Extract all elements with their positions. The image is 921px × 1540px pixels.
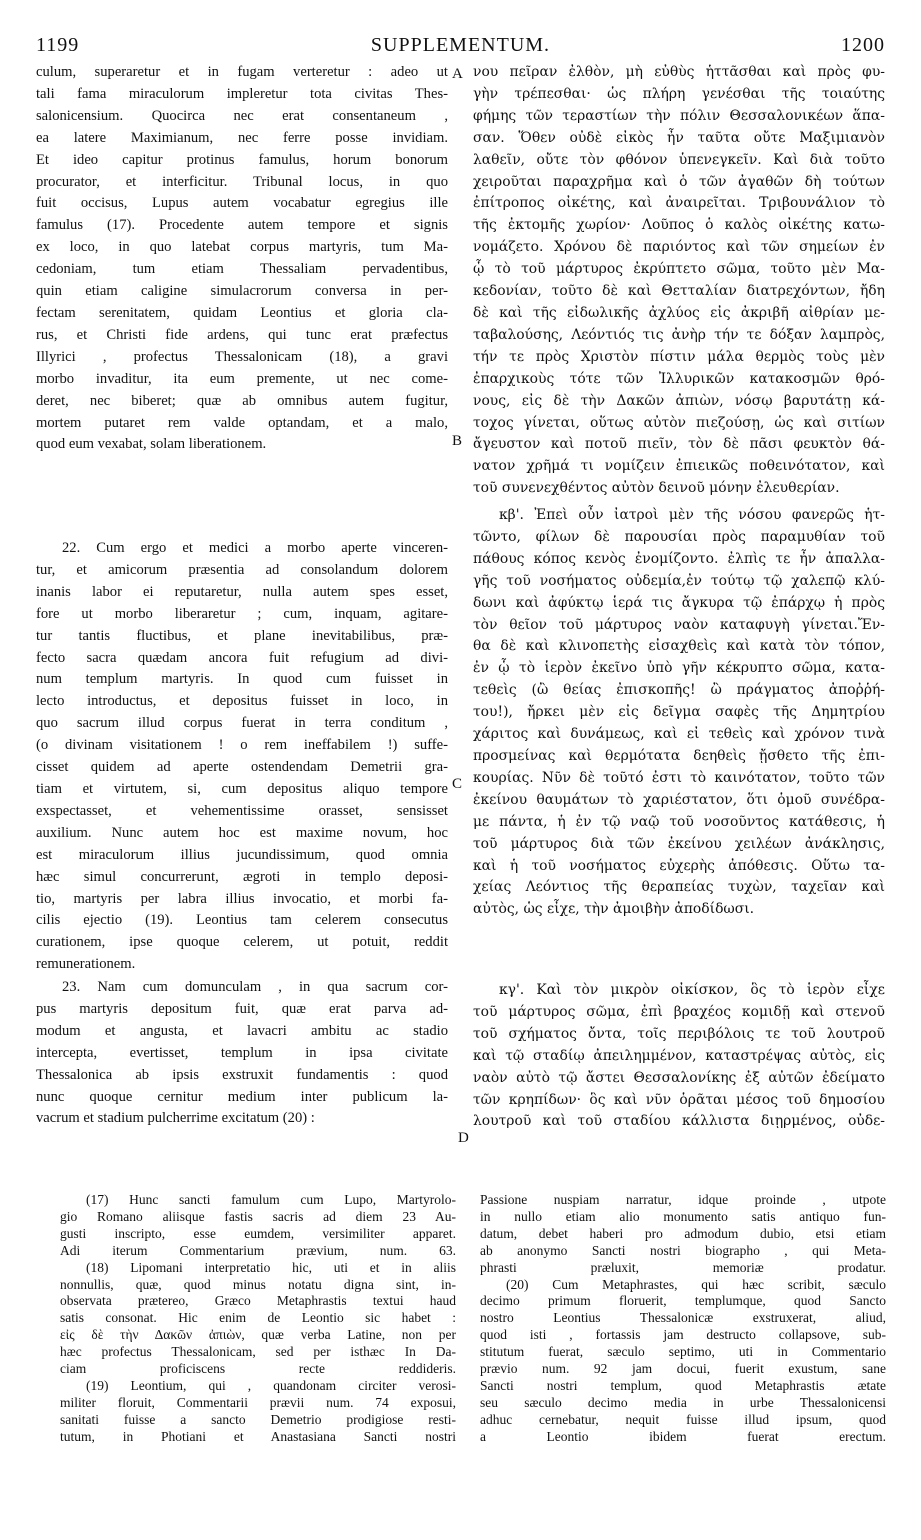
text-line: τήν τε πρὸς Χριστὸν πίστιν μάλα θερμὸς τοὺς μὲν <box>473 348 885 365</box>
text-line: deret, nec biberet; quæ ab omnibus autem fugitur, <box>36 392 448 409</box>
text-line: procurator, et interficitur. Tribunal locus, in quo <box>36 173 448 190</box>
text-line: χείας Λεόντιος τῆς θεραπείας τυχὼν, ταχεῖαν καὶ <box>473 879 885 896</box>
text-line: προσμείνας καὶ θερμότατα δεηθεὶς ᾔσθετο τῆς ἐπι- <box>473 747 885 764</box>
text-line: θα δὲ καὶ κλινοπετὴς εἰσαχθεὶς καὶ κατὰ τὸν τόπον, <box>473 638 885 655</box>
text-line: ἐπίτροπος οἰκέτης, καὶ ἀναιρεῖται. Τριβουνάλιον τὸ <box>473 195 885 212</box>
text-line: λουτροῦ καὶ τοῦ σταδίου κάλλιστα διῃρμένος, οὐδε- <box>473 1113 885 1130</box>
text-line: modum et angusta, et lavacri ambitu ac stadio <box>36 1022 448 1039</box>
text-line: ἐν ᾧ τὸ ἱερὸν ἐκεῖνο ὑπὸ γῆν κέκρυπτο σῶμα, κατα- <box>473 660 885 677</box>
text-line: τοῦ συνενεχθέντος αὐτὸν δεινοῦ μόνην ἐλευθερίαν. <box>473 480 840 497</box>
text-line: τῶντο, φίλων δὲ παρουσίαι πρὸς παραμυθίαν τοῦ <box>473 528 885 545</box>
text-line: Thessalonica ab ipsis exstruxit fundamentis : quod <box>36 1066 448 1083</box>
footnotes-left <box>60 1192 456 1446</box>
text-line: tur tantis fluctibus, et plane inevitabilibus, præ- <box>36 627 448 644</box>
text-line: morbo invaditur, ita eum premente, ut nec come- <box>36 370 448 387</box>
text-line: (o divinam visitationem ! o rem ineffabilem !) suffe- <box>36 737 448 754</box>
text-line: τοχος γίνεται, οὕτως αὐτὸν πιεζούσῃ, ὡς καὶ σιτίων <box>473 414 885 431</box>
footnote-line: quod isti , fortassis jam destructo collapsove, sub- <box>480 1327 886 1343</box>
text-line: auxilium. Nunc autem hoc est maxime novum, hoc <box>36 824 448 841</box>
text-line: ἐκείνου θαυμάτων τὸ χαριέστατον, ὅτι ὁμοῦ συνέδρα- <box>473 791 885 808</box>
footnote-line: satis consonat. Hic enim de Leontio sic habet : <box>60 1310 456 1326</box>
text-line: 23. Nam cum domunculam , in qua sacrum cor- <box>62 979 448 995</box>
footnote-line: ab anonymo Sancti nostri biographo , qui Meta- <box>480 1242 886 1258</box>
latin-paragraph-23 <box>36 977 448 1130</box>
footnote-line: in nullo etiam alio monumento satis antiquo fun- <box>480 1208 886 1224</box>
footnote-line: Adi iterum Commentarium prævium, num. 63. <box>60 1242 456 1258</box>
text-line: χειροῦται παραχρῆμα καὶ ὁ τῶν ἀγαθῶν δὴ τούτων <box>473 173 885 190</box>
text-line: τοῦ μάρτυρος διὰ τῶν ἐκείνου χειλέων ἀνάκλησις, <box>473 835 885 852</box>
text-line: τοῦ σχήματος ὄντα, τοῖς περιβόλοις τε τοῦ λουτροῦ <box>473 1025 885 1042</box>
text-line: rus, et Christi fide ardens, qui tunc erat præfectus <box>36 326 448 343</box>
text-line: τῶν κρηπίδων· ὃς καὶ νῦν ὁρᾶται μέσος τοῦ δημοσίου <box>473 1091 885 1108</box>
footnote-line: nonnullis, quæ, quod minus notatu digna sint, in- <box>60 1276 456 1292</box>
text-line: nunc quoque cernitur medium inter publicum la- <box>36 1088 448 1105</box>
text-line: tio, martyris per labra illius invocatio, et morbi fa- <box>36 890 448 907</box>
text-line: νατον χρῆμά τι νομίζειν ἐπιεικῶς ποθεινότατον, καὶ <box>473 458 885 475</box>
text-line: ᾧ τὸ τοῦ μάρτυρος ἐκρύπτετο σῶμα, τοῦτο μὲν Μα- <box>473 261 885 278</box>
text-line: curationem, ipse quoque celerem, ut potuit, reddit <box>36 934 448 951</box>
text-line: γῆς τοῦ νοσήματος οὐδεμία,ἐν τούτῳ τῷ χαλεπῷ κλύ- <box>473 572 885 589</box>
footnote-line: (18) Lipomani interpretatio hic, uti et in aliis <box>86 1259 456 1275</box>
text-line: pus martyris depositum fuit, quæ erat parva ad- <box>36 1000 448 1017</box>
footnote-line: (17) Hunc sancti famulum cum Lupo, Martyrolo- <box>86 1192 456 1207</box>
text-line: quo sacrum illud corpus fuerat in terra conditum , <box>36 715 448 732</box>
text-line: ex loco, in quo latebat corpus martyris, tum Ma- <box>36 239 448 256</box>
text-line: νους, εἰς δὲ τὴν Δακῶν ἀπιὼν, νόσῳ βαρυτάτῃ κά- <box>473 392 885 409</box>
footnote-line: stitutum fuerat, sæculo septimo, uti in Commentario <box>480 1344 886 1360</box>
text-line: est miraculorum illius jucundissimum, quod omnia <box>36 846 448 863</box>
text-line: κεδονίαν, τοῦτο δὲ καὶ Θετταλίαν διατρεχόντων, ἤδη <box>473 283 885 300</box>
text-line: lecto introductus, et depositus fuisset in loco, in <box>36 693 448 710</box>
text-line: ναὸν αὐτὸ τῷ ἄστει Θεσσαλονίκης ἐξ αὐτῶν ἐδείματο <box>473 1069 885 1086</box>
footnote-line: (19) Leontium, qui , quandonam circiter verosi- <box>86 1377 456 1393</box>
text-line: κγ'. Καὶ τὸν μικρὸν οἰκίσκον, ὃς τὸ ἱερὸν εἶχε <box>499 982 885 998</box>
text-line: culum, superaretur et in fugam verteretur : adeo ut <box>36 64 448 80</box>
margin-marker-d: D <box>458 1130 469 1146</box>
text-line: cilis ejectio (19). Leontius tam celerem consecutus <box>36 912 448 929</box>
latin-paragraph-21 <box>36 62 448 456</box>
text-line: γὴν τρέπεσθαι· ὡς πλήρη γενέσθαι τῆς τοιαύτης <box>473 85 885 102</box>
footnote-line: adhuc cernebatur, nequit fuisse illud ipsum, quod <box>480 1411 886 1427</box>
text-line: ἐπαρχικοὺς τότε τῶν Ἰλλυρικῶν κατακοσμῶν θρό- <box>473 370 885 387</box>
text-line: cedoniam, tum etiam Thessaliam pervadentibus, <box>36 261 448 278</box>
text-line: tali fama miraculorum impleretur tota civitas Thes- <box>36 85 448 102</box>
text-line: σαν. Ὅθεν οὐδὲ εἰκὸς ἦν ταῦτα οὔτε Μαξιμιανὸν <box>473 129 885 146</box>
text-line: αὐτὸς, ὡς εἶχε, τὴν ἀμοιβὴν ἀποδίδωσι. <box>473 901 755 918</box>
greek-paragraph-23 <box>473 980 885 1133</box>
text-line: tiam et virtutem, si, cum depositus aliquo tempore <box>36 780 448 797</box>
footnote-line: Passione nuspiam narratur, idque proinde , utpote <box>480 1192 886 1207</box>
footnote-line: decimo primum floruerit, templumque, quod Sancto <box>480 1293 886 1309</box>
text-line: inanis labor ei reputaretur, nulla autem spes esset, <box>36 583 448 600</box>
footnote-line: a Leontio ibidem fuerat erectum. <box>480 1428 886 1444</box>
text-line: intercepta, evertisset, templum in ipsa civitate <box>36 1044 448 1061</box>
text-line: hæc simul concurrerunt, ægroti in templo deposi- <box>36 868 448 885</box>
text-line: χάριτος καὶ δυνάμεως, καὶ εἰ τεθεὶς καὶ χρόνον τινὰ <box>473 726 885 743</box>
text-line: remunerationem. <box>36 956 136 973</box>
text-line: fecto sacra quædam ancora fuit refugium ad divi- <box>36 649 448 666</box>
text-line: του!), ἤρκει μὲν εἰς δεῖγμα σαφὲς τῆς Δημητρίου <box>473 704 885 721</box>
text-line: quod eum vexabat, solam liberationem. <box>36 436 267 453</box>
footnote-line: prævio num. 92 jam docui, fuerit exustum, sane <box>480 1361 886 1377</box>
footnote-line: seu sæculo decimo media in urbe Thessalonicensi <box>480 1394 886 1410</box>
text-line: exspectasset, et vehementissime orasset, sensisset <box>36 802 448 819</box>
footnote-line: ciam proficiscens recte reddideris. <box>60 1361 456 1377</box>
text-line: Illyrici , profectus Thessalonicam (18), a gravi <box>36 348 448 365</box>
footnote-line: gusti inscripto, esse eumdem, versimiliter apparet. <box>60 1225 456 1241</box>
text-line: με πάντα, ἡ ἐν τῷ ναῷ τοῦ νοσοῦντος κατάθεσις, ἡ <box>473 813 885 830</box>
page-title: SUPPLEMENTUM. <box>370 34 551 56</box>
text-line: salonicensium. Quocirca nec erat consentaneum , <box>36 107 448 124</box>
text-line: κουρίας. Νῦν δὲ τοῦτό ἐστι τὸ καινότατον, τοῦτο τῶν <box>473 769 885 786</box>
text-line: τεθεὶς (ὢ θείας ἐπισκοπῆς! ὢ πράγματος ἀποῤῥή- <box>473 682 885 699</box>
text-line: Et ideo capitur protinus famulus, horum bonorum <box>36 151 448 168</box>
text-line: πάθους κόπος κενὸς ἐνομίζοντο. ἐλπὶς τε ἦν ἀπαλλα- <box>473 550 885 567</box>
footnote-line: (20) Cum Metaphrastes, qui hæc scribit, sæculo <box>506 1276 886 1292</box>
footnote-line: observata prætereo, Græco Metaphrastis textui haud <box>60 1293 456 1309</box>
text-line: num templum martyris. In quod cum fuisset in <box>36 671 448 688</box>
footnotes-right <box>480 1192 886 1446</box>
text-line: cisset quidem ad aperte ostendendam Demetrii gra- <box>36 759 448 776</box>
footnote-line: gio Romano aliisque fastis sacris ad diem 23 Au- <box>60 1208 456 1224</box>
text-line: mortem putaret rem valde optandam, et a malo, <box>36 414 448 431</box>
footnote-line: εἰς δὲ τὴν Δακῶν ἀπιὼν, quæ verba Latine, non per <box>60 1327 456 1343</box>
left-page-number: 1199 <box>36 34 80 56</box>
margin-marker-b: B <box>452 433 463 449</box>
margin-marker-c: C <box>452 776 463 792</box>
greek-paragraph-21 <box>473 62 885 500</box>
footnote-line: datum, debet haberi pro admodum dubio, etsi etiam <box>480 1225 886 1241</box>
text-line: tur, et amicorum præsentia ad consolandum dolorem <box>36 561 448 578</box>
text-line: καὶ ἡ τοῦ νοσήματος εὐχερὴς ἀπόθεσις. Οὕτω τα- <box>473 857 885 874</box>
footnote-line: nostro Leontius Thessalonicæ exstruxerat, aliud, <box>480 1310 886 1326</box>
text-line: ἄγευστον καὶ ποτοῦ πιεῖν, τὸν δὲ πᾶσι φευκτὸν θά- <box>473 436 885 453</box>
text-line: fectam serenitatem, quidam Leontius et gloria cla- <box>36 304 448 321</box>
text-line: φήμης τῶν τεραστίων τὴν πόλιν Θεσσαλονικέων ἅπα- <box>473 107 885 124</box>
text-line: famulus (17). Procedente autem tempore et signis <box>36 217 448 234</box>
footnote-line: hæc profectus Thessalonicam, sed per isthæc In Da- <box>60 1344 456 1360</box>
text-line: τῆς ἐκτομῆς χωρίον· Λοῦπος ὁ καλὸς οἰκέτης κατω- <box>473 217 885 234</box>
text-line: 22. Cum ergo et medici a morbo aperte vinceren- <box>62 540 448 556</box>
text-line: λαθεῖν, οὔτε τὸν φθόνον ὑπενεγκεῖν. Καὶ διὰ τοῦτο <box>473 151 885 168</box>
text-line: ταβαλούσης, Λεόντιός τις ἀνὴρ τήν τε δόξαν λαμπρὸς, <box>473 326 885 343</box>
text-line: κβ'. Ἐπεὶ οὖν ἰατροὶ μὲν τῆς νόσου φανερῶς ἡτ- <box>499 507 885 523</box>
text-line: καὶ τῷ σταδίῳ ἀπειλημμένον, καταστρέψας αὐτὸς, εἰς <box>473 1047 885 1064</box>
running-header <box>36 34 885 60</box>
right-page-number: 1200 <box>841 34 885 56</box>
text-line: νου πεῖραν ἐλθὸν, μὴ εὐθὺς ἡττᾶσθαι καὶ πρὸς φυ- <box>473 64 885 80</box>
text-line: δὲ καὶ τῆς εἰδωλικῆς ἀχλύος εἰς ἀκριβῆ αἰθρίαν με- <box>473 304 885 321</box>
footnote-line: phrasti præluxit, memoriæ prodatur. <box>480 1259 886 1275</box>
text-line: νομάζετο. Χρόνου δὲ παριόντος καὶ τῶν σημείων ἐν <box>473 239 885 256</box>
text-line: fuit occisus, Lupus autem vocabatur egregius ille <box>36 195 448 212</box>
greek-paragraph-22 <box>473 505 885 921</box>
text-line: τὸν θεῖον τοῦ μάρτυρος ναὸν καταφυγὴ γίνεται.Ἔν- <box>473 616 885 633</box>
margin-marker-a: A <box>452 66 463 82</box>
footnote-line: tutum, in Photiani et Anastasiana Sancti nostri <box>60 1428 456 1444</box>
latin-paragraph-22 <box>36 538 448 976</box>
text-line: vacrum et stadium pulcherrime excitatum (20) : <box>36 1110 315 1127</box>
text-line: quin etiam caligine simulacrorum conversa in per- <box>36 283 448 300</box>
text-line: fore ut morbo liberaretur ; cum, inquam, agitare- <box>36 605 448 622</box>
text-line: ea latere Maximianum, nec ferre posse invidiam. <box>36 129 448 146</box>
footnote-line: militer floruit, Commentarii prævii num. 74 exposui, <box>60 1394 456 1410</box>
footnote-line: Sancti nostri templum, quod Metaphrastis ætate <box>480 1377 886 1393</box>
footnote-line: sanitati fuisse a sancto Demetrio prodigiose resti- <box>60 1411 456 1427</box>
text-line: δωνι καὶ ἀφύκτῳ ἱερά τις ἄγκυρα τῷ ἐπάρχῳ ἡ πρὸς <box>473 594 885 611</box>
text-line: τοῦ μάρτυρος σῶμα, ἐπὶ βραχέος κομιδῇ καὶ στενοῦ <box>473 1003 885 1020</box>
